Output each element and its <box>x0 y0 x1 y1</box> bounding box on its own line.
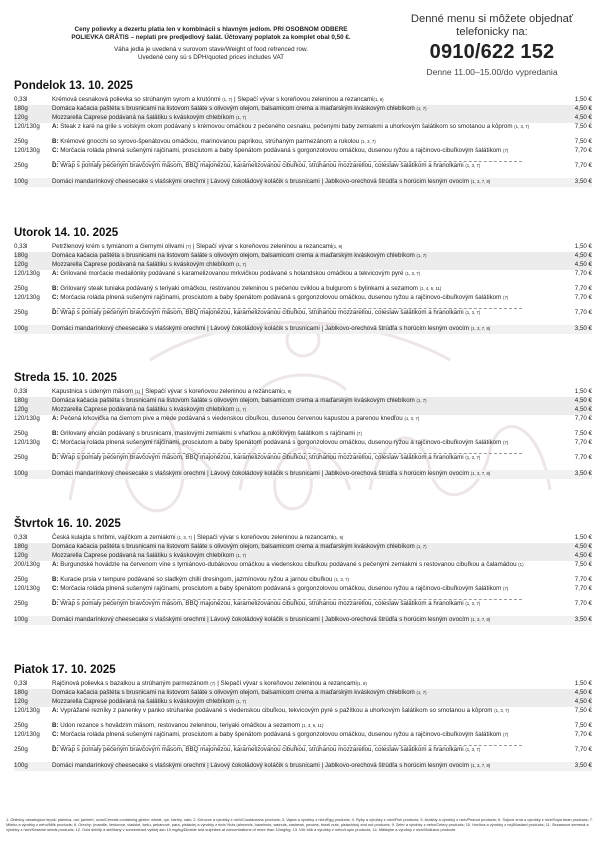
dish-description <box>52 270 536 279</box>
dish-text: Mozzarella Caprese podávaná na šalátiku s kváskovým chlebíkom <box>52 698 235 705</box>
portion-weight: 120g <box>14 114 28 121</box>
price: 4,50 € <box>574 689 592 696</box>
dish-description <box>52 731 536 740</box>
dish-description <box>52 147 536 156</box>
dish-text: Petržlenový krém s tymiánom a čiernymi olivami <box>52 243 185 250</box>
allergen-codes: (1, 7) <box>222 97 233 102</box>
soup-row <box>14 534 592 543</box>
allergen-codes: (1, 3, 7) <box>465 455 481 460</box>
allergen-codes: (1, 3, 7, 8) <box>470 471 491 476</box>
menu-item-row <box>14 406 592 415</box>
dish-text: Domáci mandarínkový cheesecake s vlašskými orechmi | Lávový čokoládový koláčik s brusnicami | Jablkovo-orechová štrúdľa s horúcim lesným ovocím <box>52 762 469 769</box>
portion-weight: 180g <box>14 543 28 550</box>
dish-description <box>52 561 536 570</box>
allergen-codes: (1, 7) <box>416 253 427 258</box>
dish-label: B: <box>52 722 59 729</box>
menu-item-row <box>14 123 592 139</box>
allergen-codes-2: (1, 9) <box>281 389 292 394</box>
dish-description <box>52 123 536 132</box>
dish-description <box>52 415 536 424</box>
dish-description <box>52 105 536 114</box>
menu-item-row <box>14 285 592 294</box>
dish-label: D: <box>52 309 59 316</box>
price: 4,50 € <box>574 114 592 121</box>
dish-text: Vyprážané rezníky z panenky v panko strúhanke podávané s viedenskou cibuľkou, tekvicovým pyré s pažítkou a uhorkovým šalátikom so smotanou a kôprom <box>60 707 493 714</box>
dish-label: A: <box>52 123 59 130</box>
price: 7,70 € <box>574 162 592 169</box>
price: 7,70 € <box>574 439 592 446</box>
portion-weight: 120/130g <box>14 707 40 714</box>
portion-weight: 100g <box>14 325 28 332</box>
price: 7,70 € <box>574 147 592 154</box>
allergen-codes: (1, 3, 7) <box>465 163 481 168</box>
menu-item-row <box>14 309 592 325</box>
dish-text-2: | Slepačí vývar s koreňovou zeleninou a rezancami <box>232 96 374 103</box>
portion-weight: 250g <box>14 746 28 753</box>
menu-item-row <box>14 430 592 439</box>
dashed-divider <box>52 745 522 746</box>
dessert-row <box>14 470 592 479</box>
dish-label: D: <box>52 746 59 753</box>
portion-weight: 120/130g <box>14 731 40 738</box>
portion-weight: 100g <box>14 616 28 623</box>
allergen-codes-2: (1, 9) <box>333 535 344 540</box>
price: 7,70 € <box>574 285 592 292</box>
allergen-footnote: 1. Obilniny obsahujúce lepok: pšenica, raž, jačmeň, ovos/Cereals containing gluten: wheat, rye, barley, oats; 2. Kôrovce a výrobky z nich/Crustaceans products; 3. Vajcia a výrobky z nich/Egg products; 4. Ryby a výrobky z nich/Fish products; 5. Arašidy a výrobky z nich/Peanut products; 6. Sójové zrná a výrobky z nich/Soya bean products; 7. Mlieko a výrobky z neho/Milk products; 8. Orechy: (mandle, lieskovce, vlašské, kešu, pekanové, para, pistácie) a výrobky z nich/ Nuts (almonds, hazelnuts, walnuts, cashews, pecans, brazil nuts, pistachios) and nut products; 9. Zeler a výrobky z neho/Celery products; 10. Horčica a výrobky z nej/Mustard products; 11. Sezamové semená a výrobky z nich/Sesame seeds products; 12. Oxid siričitý a siričitany v koncentrácii vyššej ako 10 mg/kg/Dioxide and sulphites at concentrations of more than 10mg/kg; 13. Vlčí bôb a výrobky z neho/Lupin products; 14. Mäkkýše a výrobky z nich/Molluscs products <box>6 817 593 833</box>
portion-weight: 120g <box>14 552 28 559</box>
menu-item-row <box>14 576 592 585</box>
dish-text: Mozzarella Caprese podávaná na šalátiku s kváskovým chlebíkom <box>52 552 235 559</box>
dish-text: Grilovaný steak tuniaka podávaný s teriyaki omáčkou, restovanou zeleninou s pečenou cviklou a bulgurom s bylinkami a sezamom <box>60 285 418 292</box>
dish-label: C: <box>52 731 59 738</box>
dish-description <box>52 680 536 689</box>
dish-label: A: <box>52 561 59 568</box>
dish-text: Mozzarella Caprese podávaná na šalátiku s kváskovým chlebíkom <box>52 114 235 121</box>
dish-text: Wrap s pomaly pečeným bravčovým mäsom, BBQ majonézou, karamelizovanou cibuľkou, strúhanou mozzarellou, coleslaw šalátikom a hranolkami <box>60 309 464 316</box>
dish-text: Mozzarella Caprese podávaná na šalátiku s kváskovým chlebíkom <box>52 261 235 268</box>
price: 3,50 € <box>574 762 592 769</box>
allergen-codes: (7) <box>503 148 509 153</box>
menu-item-row <box>14 746 592 762</box>
allergen-codes: (1, 3, 7) <box>514 124 530 129</box>
price: 3,50 € <box>574 178 592 185</box>
dish-text: Domáci mandarínkový cheesecake s vlašskými orechmi | Lávový čokoládový koláčik s brusnicami | Jablkovo-orechová štrúdľa s horúcim lesným ovocím <box>52 470 469 477</box>
allergen-codes: (1, 3, 7) <box>405 271 421 276</box>
portion-weight: 250g <box>14 576 28 583</box>
menu-item-row <box>14 261 592 270</box>
dish-text: Domáca kačacia paštéta s brusnicami na listovom šaláte s olivovým olejom, balsamicom crema a maďarským kváskovým chlebíkom <box>52 105 415 112</box>
dish-description <box>52 388 536 397</box>
allergen-codes: (1, 7) <box>236 407 247 412</box>
dish-text: Domáca kačacia paštéta s brusnicami na listovom šaláte s olivovým olejom, balsamicom crema a maďarským kváskovým chlebíkom <box>52 543 415 550</box>
day-heading: Pondelok 13. 10. 2025 <box>14 80 133 92</box>
portion-weight: 120g <box>14 698 28 705</box>
opening-hours: Denne 11.00–15.00/do vypredania <box>426 67 558 78</box>
dish-text: Wrap s pomaly pečeným bravčovým mäsom, BBQ majonézou, karamelizovanou cibuľkou, strúhanou mozzarellou, coleslaw šalátikom a hranolkami <box>60 454 464 461</box>
dish-description <box>52 698 536 707</box>
dish-text: Morčacia roláda plnená sušenými rajčinami, prosciutom a baby špenátom podávaná s gorgonzolovou omáčkou, dusenou ryžou a rajčinovo-cibuľkovým šalátikom <box>60 731 502 738</box>
soup-row <box>14 96 592 105</box>
dish-description <box>52 689 536 698</box>
menu-item-row <box>14 252 592 261</box>
dessert-row <box>14 325 592 334</box>
allergen-codes: (1, 7) <box>416 690 427 695</box>
order-contact <box>392 13 592 77</box>
portion-weight: 120/130g <box>14 585 40 592</box>
allergen-codes: (1, 3, 7, 8) <box>470 617 491 622</box>
dish-text: Steak z karé na grile s volským okom podávaný s krémovou omáčkou z pečeného cesnaku, pečenými baby zemiakmi a uhorkovým šalátikom so smotanou a kôprom <box>60 123 513 130</box>
price: 4,50 € <box>574 698 592 705</box>
dish-text: Česká kulajda s hríbmi, vajíčkom a zemiakmi <box>52 534 176 541</box>
menu-item-row <box>14 552 592 561</box>
soup-row <box>14 388 592 397</box>
allergen-codes: (7) <box>503 586 509 591</box>
allergen-codes: (1) <box>518 562 524 567</box>
portion-weight: 120/130g <box>14 123 40 130</box>
allergen-codes: (7) <box>185 244 192 249</box>
soup-row <box>14 243 592 252</box>
menu-item-row <box>14 600 592 616</box>
portion-weight: 180g <box>14 105 28 112</box>
portion-weight: 180g <box>14 397 28 404</box>
dish-text: Morčacia roláda plnená sušenými rajčinami, prosciutom a baby špenátom podávaná s gorgonzolovou omáčkou, dusenou ryžou a rajčinovo-cibuľkovým šalátikom <box>60 294 502 301</box>
allergen-codes: (1, 3, 7, 8) <box>470 326 491 331</box>
allergen-codes: (1, 7) <box>416 544 427 549</box>
dish-text-2: | Slepačí vývar s koreňovou zeleninou a rezancami <box>215 680 357 687</box>
allergen-codes: (1, 3, 6, 11) <box>301 723 324 728</box>
dish-text: Domáca kačacia paštéta s brusnicami na listovom šaláte s olivovým olejom, balsamicom crema a maďarským kváskovým chlebíkom <box>52 397 415 404</box>
dish-description <box>52 585 536 594</box>
allergen-codes: (1, 3, 7) <box>177 535 192 540</box>
price: 7,70 € <box>574 600 592 607</box>
dashed-divider <box>52 308 522 309</box>
dish-text: Krémová cesnaková polievka so strúhaným syrom a krutónmi <box>52 96 221 103</box>
portion-weight: 250g <box>14 138 28 145</box>
dish-text: Grilované morčacie medailónky podávané s karamelizovanou mrkvičkou podávané s holandskou omáčkou a tekvicovým pyré <box>60 270 404 277</box>
allergen-codes: (1, 3, 7) <box>465 310 481 315</box>
allergen-codes-2: (1, 9) <box>373 97 384 102</box>
allergen-codes: (1, 7) <box>416 106 427 111</box>
dish-description <box>52 285 536 294</box>
dessert-row <box>14 616 592 625</box>
dish-text: Wrap s pomaly pečeným bravčovým mäsom, BBQ majonézou, karamelizovanou cibuľkou, strúhanou mozzarellou, coleslaw šalátikom a hranolkami <box>60 600 464 607</box>
portion-weight: 120/130g <box>14 415 40 422</box>
price: 7,50 € <box>574 707 592 714</box>
dish-text: Domáci mandarínkový cheesecake s vlašskými orechmi | Lávový čokoládový koláčik s brusnicami | Jablkovo-orechová štrúdľa s horúcim lesným ovocím <box>52 178 469 185</box>
dish-description <box>52 397 536 406</box>
menu-item-row <box>14 561 592 577</box>
dish-description <box>52 178 536 187</box>
menu-item-row <box>14 698 592 707</box>
dish-text: Krémové gnocchi so syrovo-špenátovou omáčkou, marinovanou paprikou, strúhaným parmezánom a rukolou <box>60 138 360 145</box>
dish-text-2: | Slepačí vývar s koreňovou zeleninou a rezancami <box>192 534 334 541</box>
dish-label: D: <box>52 454 59 461</box>
day-heading: Piatok 17. 10. 2025 <box>14 664 116 676</box>
dish-description <box>52 722 536 731</box>
dish-description <box>52 707 536 716</box>
price: 4,50 € <box>574 406 592 413</box>
day-heading: Utorok 14. 10. 2025 <box>14 227 119 239</box>
menu-item-row <box>14 270 592 286</box>
dish-text-2: | Slepačí vývar s koreňovou zeleninou a rezancami <box>140 388 282 395</box>
dish-description <box>52 309 536 318</box>
dish-description <box>52 96 536 105</box>
allergen-codes: (1, 7) <box>236 262 247 267</box>
dish-text: Kuracie prsia v tempure podávané so sladkým chilli dresingom, jazmínovou ryžou a jarnou cibuľkou <box>60 576 333 583</box>
soup-row <box>14 680 592 689</box>
menu-item-row <box>14 397 592 406</box>
price: 7,50 € <box>574 561 592 568</box>
price: 7,70 € <box>574 576 592 583</box>
portion-weight: 0,33l <box>14 96 28 103</box>
menu-item-row <box>14 114 592 123</box>
dish-label: B: <box>52 138 59 145</box>
dish-description <box>52 252 536 261</box>
dish-description <box>52 470 536 479</box>
dessert-row <box>14 178 592 187</box>
dish-description <box>52 243 536 252</box>
price: 4,50 € <box>574 543 592 550</box>
dish-description <box>52 616 536 625</box>
dish-label: B: <box>52 430 59 437</box>
dish-text: Morčacia roláda plnená sušenými rajčinami, prosciutom a baby špenátom podávaná s gorgonzolovou omáčkou, dusenou ryžou a rajčinovo-cibuľkovým šalátikom <box>60 439 502 446</box>
portion-weight: 250g <box>14 309 28 316</box>
allergen-codes: (1, 3, 7) <box>334 577 349 582</box>
portion-weight: 120/130g <box>14 270 40 277</box>
info-line-4: Uvedené ceny sú s DPH/quoted prices includes VAT <box>137 54 285 62</box>
dish-description <box>52 294 536 303</box>
price: 1,50 € <box>574 534 592 541</box>
price: 4,50 € <box>574 105 592 112</box>
dashed-divider <box>52 599 522 600</box>
price: 7,70 € <box>574 294 592 301</box>
price: 7,50 € <box>574 430 592 437</box>
portion-weight: 100g <box>14 470 28 477</box>
portion-weight: 250g <box>14 722 28 729</box>
portion-weight: 100g <box>14 178 28 185</box>
portion-weight: 120/130g <box>14 147 40 154</box>
dish-label: C: <box>52 294 59 301</box>
portion-weight: 250g <box>14 162 28 169</box>
price: 4,50 € <box>574 252 592 259</box>
price: 1,50 € <box>574 680 592 687</box>
allergen-codes-2: (1, 9) <box>332 244 343 249</box>
dish-description <box>52 114 536 123</box>
allergen-codes: (1, 3, 7, 8) <box>470 179 491 184</box>
dashed-divider <box>52 453 522 454</box>
dish-description <box>52 600 536 609</box>
dish-description <box>52 430 536 439</box>
portion-weight: 120/130g <box>14 294 40 301</box>
dish-label: B: <box>52 285 59 292</box>
price: 3,50 € <box>574 325 592 332</box>
allergen-codes: (7) <box>503 295 509 300</box>
info-line-1: Ceny polievky a dezertu platia len v kombinácii s hlavným jedlom. PRI OSOBNOM ODBERE <box>74 26 348 33</box>
dish-description <box>52 746 536 755</box>
dish-text: Morčacia roláda plnená sušenými rajčinami, prosciutom a baby špenátom podávaná s gorgonzolovou omáčkou, dusenou ryžou a rajčinovo-cibuľkovým šalátikom <box>60 147 502 154</box>
dish-description <box>52 162 536 171</box>
dish-label: C: <box>52 147 59 154</box>
dish-description <box>52 406 536 415</box>
price: 7,70 € <box>574 731 592 738</box>
menu-item-row <box>14 454 592 470</box>
menu-item-row <box>14 138 592 147</box>
price: 7,50 € <box>574 123 592 130</box>
dish-label: A: <box>52 707 59 714</box>
price: 7,70 € <box>574 585 592 592</box>
price: 1,50 € <box>574 243 592 250</box>
allergen-codes: (1, 3, 7) <box>494 708 509 713</box>
dish-text: Mozzarella Caprese podávaná na šalátiku s kváskovým chlebíkom <box>52 406 235 413</box>
dish-label: D: <box>52 600 59 607</box>
price: 7,70 € <box>574 270 592 277</box>
order-text-2: telefonicky na: <box>456 25 528 38</box>
portion-weight: 120/130g <box>14 439 40 446</box>
dish-label: B: <box>52 576 59 583</box>
dish-text: Domáci mandarínkový cheesecake s vlašskými orechmi | Lávový čokoládový koláčik s brusnicami | Jablkovo-orechová štrúdľa s horúcim lesným ovocím <box>52 616 469 623</box>
order-text-1: Denné menu si môžete objednať <box>410 13 574 25</box>
dish-text: Wrap s pomaly pečeným bravčovým mäsom, BBQ majonézou, karamelizovanou cibuľkou, strúhanou mozzarellou, coleslaw šalátikom a hranolkami <box>60 162 464 169</box>
allergen-codes: (1, 3, 7) <box>404 416 420 421</box>
portion-weight: 120g <box>14 261 28 268</box>
menu-info-notice <box>46 26 376 63</box>
dish-label: C: <box>52 585 59 592</box>
portion-weight: 0,33l <box>14 243 28 250</box>
menu-item-row <box>14 415 592 431</box>
portion-weight: 200/130g <box>14 561 40 568</box>
dish-text-2: | Slepačí vývar s koreňovou zeleninou a rezancami <box>191 243 333 250</box>
dish-description <box>52 261 536 270</box>
menu-item-row <box>14 162 592 178</box>
info-line-2: POLIEVKA GRÁTIS – neplatí pre predjedlový šalát. Účtovaný poplatok za komplet obal 0,50 €. <box>71 34 351 42</box>
portion-weight: 100g <box>14 762 28 769</box>
dish-description <box>52 454 536 463</box>
portion-weight: 250g <box>14 430 28 437</box>
dashed-divider <box>52 161 522 162</box>
allergen-codes: (1, 3, 7, 8) <box>470 763 491 768</box>
allergen-codes: (7) <box>356 431 362 436</box>
allergen-codes: (1, 7) <box>236 115 247 120</box>
dish-text: Pečená krkovička na čiernom pive a mede podávaná s viedenskou cibuľkou, dusenou červenou kapustou a parenou knedľou <box>60 415 403 422</box>
dish-label: D: <box>52 162 59 169</box>
dish-description <box>52 576 536 585</box>
dish-label: A: <box>52 415 59 422</box>
allergen-codes: (1, 3, 7) <box>465 747 481 752</box>
dish-description <box>52 138 536 147</box>
dish-text: Morčacia roláda plnená sušenými rajčinami, prosciutom a baby špenátom podávaná s gorgonzolovou omáčkou, dusenou ryžou a rajčinovo-cibuľkovým šalátikom <box>60 585 502 592</box>
info-line-3: Váha jedla je uvedená v surovom stave/Weight of food refrenced row. <box>114 45 308 53</box>
price: 7,70 € <box>574 415 592 422</box>
menu-item-row <box>14 707 592 723</box>
dessert-row <box>14 762 592 771</box>
dish-description <box>52 543 536 552</box>
dish-text: Rajčinová polievka s bazalkou a strúhaným parmezánom <box>52 680 209 687</box>
dish-description <box>52 325 536 334</box>
menu-item-row <box>14 722 592 731</box>
portion-weight: 180g <box>14 689 28 696</box>
dish-text: Domáca kačacia paštéta s brusnicami na listovom šaláte s olivovým olejom, balsamicom crema a maďarským kváskovým chlebíkom <box>52 689 415 696</box>
dish-description <box>52 552 536 561</box>
day-heading: Streda 15. 10. 2025 <box>14 372 117 384</box>
price: 4,50 € <box>574 261 592 268</box>
dish-description <box>52 534 536 543</box>
day-heading: Štvrtok 16. 10. 2025 <box>14 518 121 530</box>
portion-weight: 250g <box>14 285 28 292</box>
portion-weight: 0,33l <box>14 388 28 395</box>
portion-weight: 250g <box>14 454 28 461</box>
dish-description <box>52 762 536 771</box>
price: 4,50 € <box>574 397 592 404</box>
portion-weight: 0,33l <box>14 680 28 687</box>
price: 7,50 € <box>574 138 592 145</box>
dish-label: A: <box>52 270 59 277</box>
portion-weight: 120g <box>14 406 28 413</box>
price: 3,50 € <box>574 616 592 623</box>
price: 7,70 € <box>574 746 592 753</box>
allergen-codes: (7) <box>503 440 509 445</box>
price: 7,70 € <box>574 454 592 461</box>
dish-text: Kapustnica s údeným mäsom <box>52 388 134 395</box>
price: 1,50 € <box>574 96 592 103</box>
allergen-codes: (7) <box>503 732 509 737</box>
price: 7,50 € <box>574 722 592 729</box>
price: 3,50 € <box>574 470 592 477</box>
menu-item-row <box>14 543 592 552</box>
dish-text: Wrap s pomaly pečeným bravčovým mäsom, BBQ majonézou, karamelizovanou cibuľkou, strúhanou mozzarellou, coleslaw šalátikom a hranolkami <box>60 746 464 753</box>
menu-item-row <box>14 105 592 114</box>
dish-text: Grilovaný encián podávaný s brusnicami, maslovými zemiakmi s vňaťkou a rukolovým šalátikom s rajčinami <box>60 430 355 437</box>
portion-weight: 250g <box>14 600 28 607</box>
allergen-codes: (1, 7) <box>236 699 247 704</box>
dish-description <box>52 439 536 448</box>
price: 4,50 € <box>574 552 592 559</box>
dish-text: Domáca kačacia paštéta s brusnicami na listovom šaláte s olivovým olejom, balsamicom crema a maďarským kváskovým chlebíkom <box>52 252 415 259</box>
allergen-codes: (1, 4, 6, 11) <box>419 286 442 291</box>
dish-text: Domáci mandarínkový cheesecake s vlašskými orechmi | Lávový čokoládový koláčik s brusnicami | Jablkovo-orechová štrúdľa s horúcim lesným ovocím <box>52 325 469 332</box>
allergen-codes: (1, 3, 7) <box>465 601 481 606</box>
allergen-codes-2: (1, 9) <box>356 681 367 686</box>
portion-weight: 0,33l <box>14 534 28 541</box>
menu-item-row <box>14 689 592 698</box>
allergen-codes: (1) <box>134 389 141 394</box>
allergen-codes: (7) <box>210 681 216 686</box>
dish-text: Burgundské hovädzie na červenom víne s tymiánovo-dubákovou omáčkou a viedenskou cibuľkou podávané s pečenými zemiakmi s restovanou cibuľkou a čalamádou <box>60 561 517 568</box>
phone-number[interactable]: 0910/622 152 <box>429 41 555 64</box>
allergen-codes: (1, 3, 7) <box>360 139 376 144</box>
price: 7,70 € <box>574 309 592 316</box>
dish-text: Udon rezance s hovädzím mäsom, restovanou zeleninou, teriyaki omáčkou a sezamom <box>60 722 300 729</box>
allergen-codes: (1, 7) <box>416 398 427 403</box>
dish-label: C: <box>52 439 59 446</box>
price: 1,50 € <box>574 388 592 395</box>
portion-weight: 180g <box>14 252 28 259</box>
allergen-codes: (1, 7) <box>236 553 247 558</box>
